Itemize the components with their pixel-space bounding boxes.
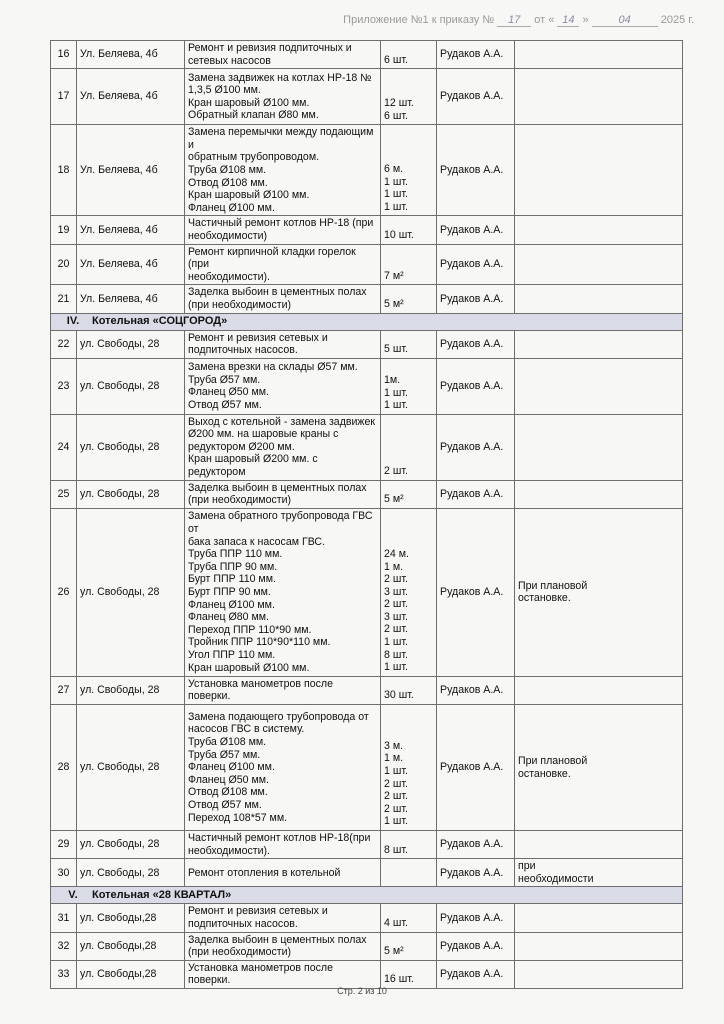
section-header <box>51 887 683 904</box>
row-number: 33 <box>51 960 77 988</box>
row-responsible: Рудаков А.А. <box>437 244 515 285</box>
row-address: Ул. Беляева, 4б <box>77 125 185 216</box>
row-work-description: Частичный ремонт котлов НР-18(при необходимости). <box>185 831 381 859</box>
table-row <box>51 859 683 887</box>
section-title: Котельная «СОЦГОРОД» <box>92 315 228 328</box>
section-number: V. <box>68 889 78 902</box>
row-note <box>515 831 683 859</box>
table-row <box>51 285 683 313</box>
row-work-description: Установка манометров после поверки. <box>185 676 381 704</box>
section-header <box>51 313 683 330</box>
works-table <box>50 40 683 989</box>
row-number: 30 <box>51 859 77 887</box>
row-number: 26 <box>51 508 77 676</box>
row-quantity: 10 шт. <box>381 216 437 244</box>
row-quantity: 4 шт. <box>381 904 437 932</box>
row-work-description: Установка манометров после поверки. <box>185 960 381 988</box>
row-number: 22 <box>51 330 77 358</box>
row-responsible: Рудаков А.А. <box>437 705 515 831</box>
row-number: 21 <box>51 285 77 313</box>
section-number: IV. <box>66 315 80 328</box>
row-address: ул. Свободы, 28 <box>77 508 185 676</box>
row-address: ул. Свободы,28 <box>77 904 185 932</box>
table-row <box>51 705 683 831</box>
table-row <box>51 216 683 244</box>
header-date-mid: » <box>582 14 589 26</box>
row-note <box>515 69 683 125</box>
row-note <box>515 216 683 244</box>
order-year: 2025 г. <box>660 14 694 26</box>
row-number: 24 <box>51 414 77 480</box>
row-note <box>515 41 683 69</box>
table-row <box>51 676 683 704</box>
row-work-description: Ремонт кирпичной кладки горелок (при необходимости). <box>185 244 381 285</box>
row-number: 28 <box>51 705 77 831</box>
row-responsible: Рудаков А.А. <box>437 125 515 216</box>
row-quantity: 3 м. 1 м. 1 шт. 2 шт. 2 шт. 2 шт. 1 шт. <box>381 705 437 831</box>
row-work-description: Заделка выбоин в цементных полах (при необходимости) <box>185 480 381 508</box>
section-title-cell <box>51 887 683 904</box>
table-row <box>51 414 683 480</box>
row-address: ул. Свободы, 28 <box>77 414 185 480</box>
row-responsible: Рудаков А.А. <box>437 216 515 244</box>
row-work-description: Замена врезки на склады Ø57 мм. Труба Ø57 мм. Фланец Ø50 мм. Отвод Ø57 мм. <box>185 358 381 414</box>
row-address: ул. Свободы, 28 <box>77 831 185 859</box>
row-note <box>515 244 683 285</box>
row-address: Ул. Беляева, 4б <box>77 69 185 125</box>
row-quantity <box>381 859 437 887</box>
row-note <box>515 414 683 480</box>
row-note <box>515 330 683 358</box>
row-address: ул. Свободы, 28 <box>77 859 185 887</box>
section-title: Котельная «28 КВАРТАЛ» <box>92 889 232 902</box>
row-quantity: 24 м. 1 м. 2 шт. 3 шт. 2 шт. 3 шт. 2 шт. 1 шт. 8 шт. 1 шт. <box>381 508 437 676</box>
row-note <box>515 676 683 704</box>
row-responsible: Рудаков А.А. <box>437 414 515 480</box>
row-responsible: Рудаков А.А. <box>437 932 515 960</box>
row-number: 17 <box>51 69 77 125</box>
row-responsible: Рудаков А.А. <box>437 508 515 676</box>
table-row <box>51 960 683 988</box>
works-table-body <box>51 41 683 989</box>
row-number: 23 <box>51 358 77 414</box>
row-quantity: 30 шт. <box>381 676 437 704</box>
row-note <box>515 358 683 414</box>
row-responsible: Рудаков А.А. <box>437 904 515 932</box>
row-quantity: 6 шт. <box>381 41 437 69</box>
row-work-description: Заделка выбоин в цементных полах (при необходимости) <box>185 932 381 960</box>
row-responsible: Рудаков А.А. <box>437 69 515 125</box>
row-number: 19 <box>51 216 77 244</box>
row-work-description: Частичный ремонт котлов НР-18 (при необходимости) <box>185 216 381 244</box>
header-prefix: Приложение №1 к приказу № <box>343 14 495 26</box>
row-number: 32 <box>51 932 77 960</box>
row-address: Ул. Беляева, 4б <box>77 244 185 285</box>
row-quantity: 5 м² <box>381 285 437 313</box>
table-row <box>51 69 683 125</box>
table-row <box>51 480 683 508</box>
row-responsible: Рудаков А.А. <box>437 330 515 358</box>
row-work-description: Замена подающего трубопровода от насосов ГВС в систему. Труба Ø108 мм. Труба Ø57 мм. Фланец Ø100 мм. Фланец Ø50 мм. Отвод Ø108 мм. Отвод Ø57 мм. Переход 108*57 мм. <box>185 705 381 831</box>
table-row <box>51 330 683 358</box>
row-responsible: Рудаков А.А. <box>437 831 515 859</box>
row-work-description: Замена обратного трубопровода ГВС от бака запаса к насосам ГВС. Труба ППР 110 мм. Труба ППР 90 мм. Бурт ППР 110 мм. Бурт ППР 90 мм. Фланец Ø100 мм. Фланец Ø80 мм. Переход ППР 110*90 мм. Тройник ППР 110*90*110 мм. Угол ППР 110 мм. Кран шаровый Ø100 мм. <box>185 508 381 676</box>
row-work-description: Замена задвижек на котлах НР-18 № 1,3,5 Ø100 мм. Кран шаровый Ø100 мм. Обратный клапан Ø80 мм. <box>185 69 381 125</box>
row-work-description: Ремонт и ревизия подпиточных и сетевых насосов <box>185 41 381 69</box>
table-row <box>51 358 683 414</box>
table-row <box>51 41 683 69</box>
row-address: ул. Свободы, 28 <box>77 480 185 508</box>
table-row <box>51 125 683 216</box>
table-row <box>51 508 683 676</box>
row-note: При плановой остановке. <box>515 508 683 676</box>
row-number: 20 <box>51 244 77 285</box>
row-address: Ул. Беляева, 4б <box>77 41 185 69</box>
row-note <box>515 125 683 216</box>
row-quantity: 7 м² <box>381 244 437 285</box>
row-quantity: 12 шт. 6 шт. <box>381 69 437 125</box>
row-address: ул. Свободы,28 <box>77 960 185 988</box>
table-row <box>51 244 683 285</box>
table-row <box>51 904 683 932</box>
row-quantity: 5 шт. <box>381 330 437 358</box>
section-title-cell <box>51 313 683 330</box>
row-work-description: Ремонт и ревизия сетевых и подпиточных насосов. <box>185 330 381 358</box>
row-quantity: 1м. 1 шт. 1 шт. <box>381 358 437 414</box>
row-note <box>515 960 683 988</box>
row-work-description: Заделка выбоин в цементных полах (при необходимости) <box>185 285 381 313</box>
row-address: ул. Свободы, 28 <box>77 358 185 414</box>
row-note <box>515 285 683 313</box>
row-quantity: 5 м² <box>381 932 437 960</box>
row-address: ул. Свободы,28 <box>77 932 185 960</box>
row-responsible: Рудаков А.А. <box>437 960 515 988</box>
row-number: 31 <box>51 904 77 932</box>
row-note: При плановой остановке. <box>515 705 683 831</box>
table-row <box>51 831 683 859</box>
row-note <box>515 932 683 960</box>
row-responsible: Рудаков А.А. <box>437 859 515 887</box>
row-quantity: 5 м² <box>381 480 437 508</box>
row-work-description: Ремонт отопления в котельной <box>185 859 381 887</box>
order-number: 17 <box>497 14 531 27</box>
row-responsible: Рудаков А.А. <box>437 358 515 414</box>
row-responsible: Рудаков А.А. <box>437 480 515 508</box>
row-note: при необходимости <box>515 859 683 887</box>
row-responsible: Рудаков А.А. <box>437 41 515 69</box>
row-quantity: 16 шт. <box>381 960 437 988</box>
row-work-description: Ремонт и ревизия сетевых и подпиточных насосов. <box>185 904 381 932</box>
row-quantity: 8 шт. <box>381 831 437 859</box>
row-quantity: 2 шт. <box>381 414 437 480</box>
row-address: Ул. Беляева, 4б <box>77 285 185 313</box>
document-header <box>343 14 694 27</box>
row-responsible: Рудаков А.А. <box>437 676 515 704</box>
row-responsible: Рудаков А.А. <box>437 285 515 313</box>
row-address: Ул. Беляева, 4б <box>77 216 185 244</box>
order-day: 14 <box>557 14 579 27</box>
row-work-description: Замена перемычки между подающим и обратным трубопроводом. Труба Ø108 мм. Отвод Ø108 мм. Кран шаровый Ø100 мм. Фланец Ø100 мм. <box>185 125 381 216</box>
row-number: 27 <box>51 676 77 704</box>
row-address: ул. Свободы, 28 <box>77 705 185 831</box>
order-month: 04 <box>592 14 658 27</box>
page-number: Стр. 2 из 10 <box>337 986 387 996</box>
row-work-description: Выход с котельной - замена задвижек Ø200 мм. на шаровые краны с редуктором Ø200 мм. Кран шаровый Ø200 мм. с редуктором <box>185 414 381 480</box>
row-number: 29 <box>51 831 77 859</box>
row-number: 16 <box>51 41 77 69</box>
row-address: ул. Свободы, 28 <box>77 330 185 358</box>
header-date-from: от « <box>534 14 555 26</box>
row-number: 18 <box>51 125 77 216</box>
row-note <box>515 480 683 508</box>
row-address: ул. Свободы, 28 <box>77 676 185 704</box>
row-number: 25 <box>51 480 77 508</box>
table-row <box>51 932 683 960</box>
row-quantity: 6 м. 1 шт. 1 шт. 1 шт. <box>381 125 437 216</box>
row-note <box>515 904 683 932</box>
